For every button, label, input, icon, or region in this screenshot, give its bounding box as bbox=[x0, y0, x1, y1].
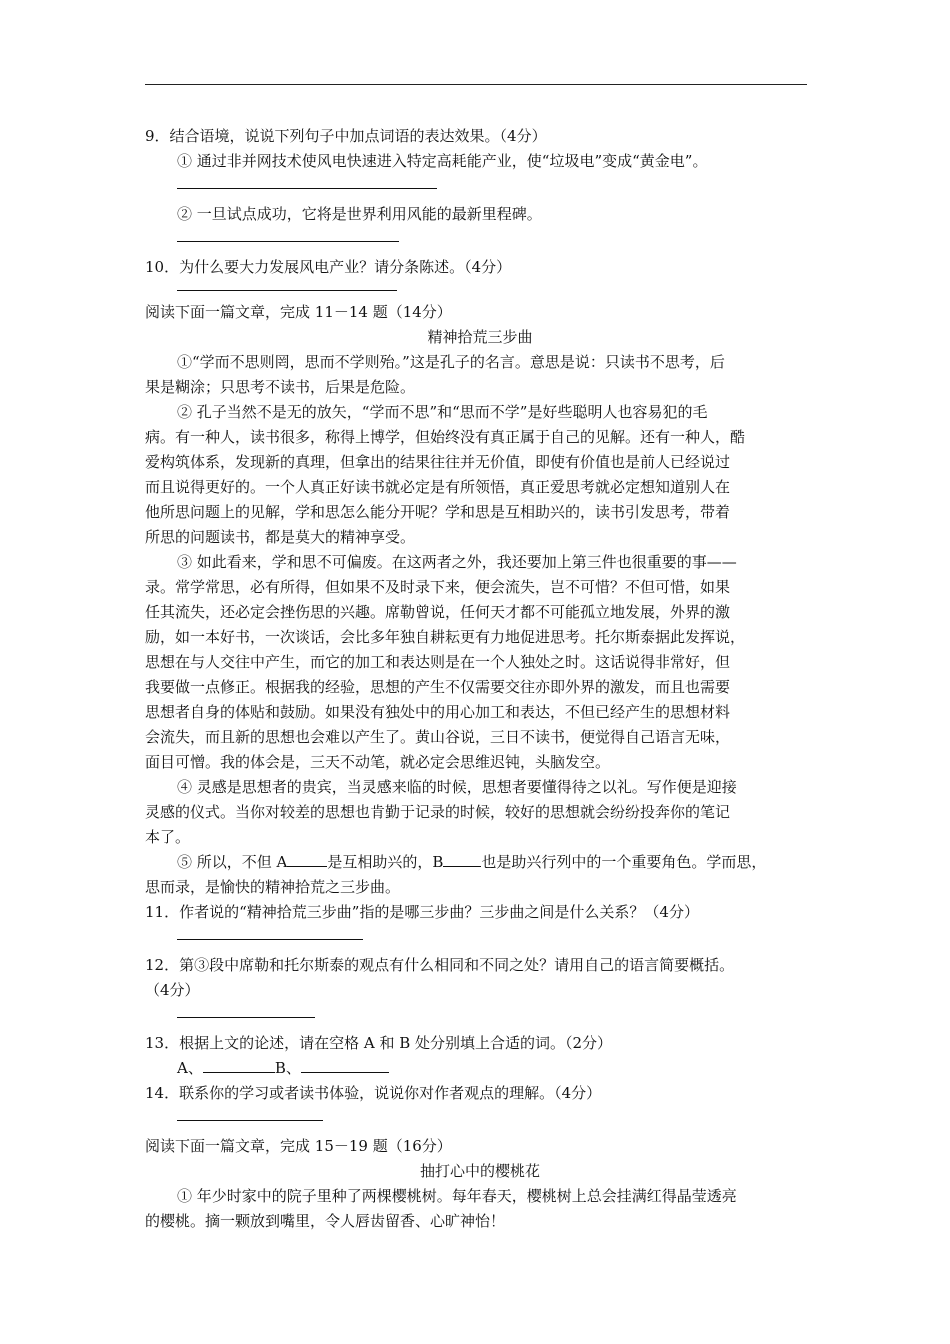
q13-blank-b[interactable] bbox=[301, 1057, 389, 1073]
p5-part-c: 也是助兴行列中的一个重要角色。学而思， bbox=[481, 853, 767, 871]
q13-blanks bbox=[145, 1056, 815, 1081]
passage1-line: ④ 灵感是思想者的贵宾，当灵感来临的时候，思想者要懂得待之以礼。写作便是迎接 bbox=[177, 778, 737, 796]
passage2-intro: 阅读下面一篇文章，完成 15－19 题（16分） bbox=[145, 1137, 452, 1155]
passage1-line: 励，如一本好书，一次谈话，会比多年独自耕耘更有力地促进思考。托尔斯泰据此发挥说， bbox=[145, 628, 746, 646]
passage1-intro: 阅读下面一篇文章，完成 11－14 题（14分） bbox=[145, 303, 452, 321]
passage1-p5 bbox=[145, 850, 815, 875]
answer-line[interactable] bbox=[177, 1120, 323, 1121]
passage2-line: 的樱桃。摘一颗放到嘴里，令人唇齿留香、心旷神怡！ bbox=[145, 1212, 506, 1230]
p5-part-a: ⑤ 所以，不但 A bbox=[177, 853, 288, 871]
q9-stem: 9．结合语境，说说下列句子中加点词语的表达效果。（4分） bbox=[145, 127, 547, 145]
q13-blank-a[interactable] bbox=[203, 1057, 275, 1073]
blank-a[interactable] bbox=[287, 851, 327, 867]
passage1-line: 面目可憎。我的体会是，三天不动笔，就必定会思维迟钝，头脑发空。 bbox=[145, 753, 611, 771]
answer-line[interactable] bbox=[177, 241, 399, 242]
passage1-line: 他所思问题上的见解，学和思怎么能分开呢？学和思是互相助兴的，读书引发思考，带着 bbox=[145, 503, 731, 521]
q9-sub2: ② 一旦试点成功，它将是世界利用风能的最新里程碑。 bbox=[177, 205, 542, 223]
p5-part-b: 是互相助兴的，B bbox=[327, 853, 444, 871]
passage1-line: 思想者自身的体贴和鼓励。如果没有独处中的用心加工和表达，不但已经产生的思想材料 bbox=[145, 703, 731, 721]
passage1-line: 所思的问题读书，都是莫大的精神享受。 bbox=[145, 528, 416, 546]
q10-answer-wrap bbox=[145, 280, 815, 300]
q12-score: （4分） bbox=[145, 981, 200, 999]
passage2-title: 抽打心中的樱桃花 bbox=[419, 1162, 540, 1180]
passage1-line: 本了。 bbox=[145, 828, 191, 846]
q9-answer-2-wrap bbox=[145, 227, 815, 255]
answer-line[interactable] bbox=[177, 939, 363, 940]
passage1-line: 任其流失，还必定会挫伤思的兴趣。席勒曾说，任何天才都不可能孤立地发展，外界的激 bbox=[145, 603, 731, 621]
q9-sub1: ① 通过非并网技术使风电快速进入特定高耗能产业，使“垃圾电”变成“黄金电”。 bbox=[177, 152, 708, 170]
q12-answer-wrap bbox=[145, 1003, 815, 1031]
passage1-line: 病。有一种人，读书很多，称得上博学，但始终没有真正属于自己的见解。还有一种人，酷 bbox=[145, 428, 746, 446]
q13-a-label: A、 bbox=[177, 1059, 203, 1077]
q11-answer-wrap bbox=[145, 925, 815, 953]
answer-line[interactable] bbox=[177, 188, 437, 189]
answer-line[interactable] bbox=[177, 1017, 315, 1018]
passage1-title: 精神拾荒三步曲 bbox=[427, 328, 533, 346]
q9-answer-1-wrap bbox=[145, 174, 815, 202]
passage1-p5-line2: 思而录，是愉快的精神拾荒之三步曲。 bbox=[145, 878, 401, 896]
page-content bbox=[145, 124, 815, 1234]
q14-stem: 14．联系你的学习或者读书体验，说说你对作者观点的理解。（4分） bbox=[145, 1084, 602, 1102]
q14-answer-wrap bbox=[145, 1106, 815, 1134]
passage1-line: 我要做一点修正。根据我的经验，思想的产生不仅需要交往亦即外界的激发，而且也需要 bbox=[145, 678, 731, 696]
passage1-line: 果是糊涂；只思考不读书，后果是危险。 bbox=[145, 378, 416, 396]
answer-line[interactable] bbox=[177, 290, 397, 291]
q11-stem: 11．作者说的“精神拾荒三步曲”指的是哪三步曲？三步曲之间是什么关系？（4分） bbox=[145, 903, 699, 921]
header-rule bbox=[145, 84, 807, 85]
passage1-line: 爱构筑体系，发现新的真理，但拿出的结果往往并无价值，即使有价值也是前人已经说过 bbox=[145, 453, 731, 471]
q13-stem: 13．根据上文的论述，请在空格 A 和 B 处分别填上合适的词。（2分） bbox=[145, 1034, 613, 1052]
q10-stem: 10．为什么要大力发展风电产业？请分条陈述。（4分） bbox=[145, 258, 512, 276]
q12-stem: 12．第③段中席勒和托尔斯泰的观点有什么相同和不同之处？请用自己的语言简要概括。 bbox=[145, 956, 735, 974]
passage1-line: 会流失，而且新的思想也会难以产生了。黄山谷说，三日不读书，便觉得自己语言无味， bbox=[145, 728, 731, 746]
q13-b-label: B、 bbox=[274, 1059, 301, 1077]
passage1-line: 灵感的仪式。当你对较差的思想也肯勤于记录的时候，较好的思想就会纷纷投奔你的笔记 bbox=[145, 803, 731, 821]
blank-b[interactable] bbox=[443, 851, 481, 867]
passage1-line: 思想在与人交往中产生，而它的加工和表达则是在一个人独处之时。这话说得非常好，但 bbox=[145, 653, 731, 671]
passage2-line: ① 年少时家中的院子里种了两棵樱桃树。每年春天，樱桃树上总会挂满红得晶莹透亮 bbox=[177, 1187, 737, 1205]
passage1-line: 而且说得更好的。一个人真正好读书就必定是有所领悟，真正爱思考就必定想知道别人在 bbox=[145, 478, 731, 496]
passage1-line: ③ 如此看来，学和思不可偏废。在这两者之外，我还要加上第三件也很重要的事—— bbox=[177, 553, 737, 571]
passage1-line: ② 孔子当然不是无的放矢，“学而不思”和“思而不学”是好些聪明人也容易犯的毛 bbox=[177, 403, 708, 421]
passage1-line: ①“学而不思则罔，思而不学则殆。”这是孔子的名言。意思是说：只读书不思考，后 bbox=[177, 353, 725, 371]
passage1-line: 录。常学常思，必有所得，但如果不及时录下来，便会流失，岂不可惜？不但可惜，如果 bbox=[145, 578, 731, 596]
